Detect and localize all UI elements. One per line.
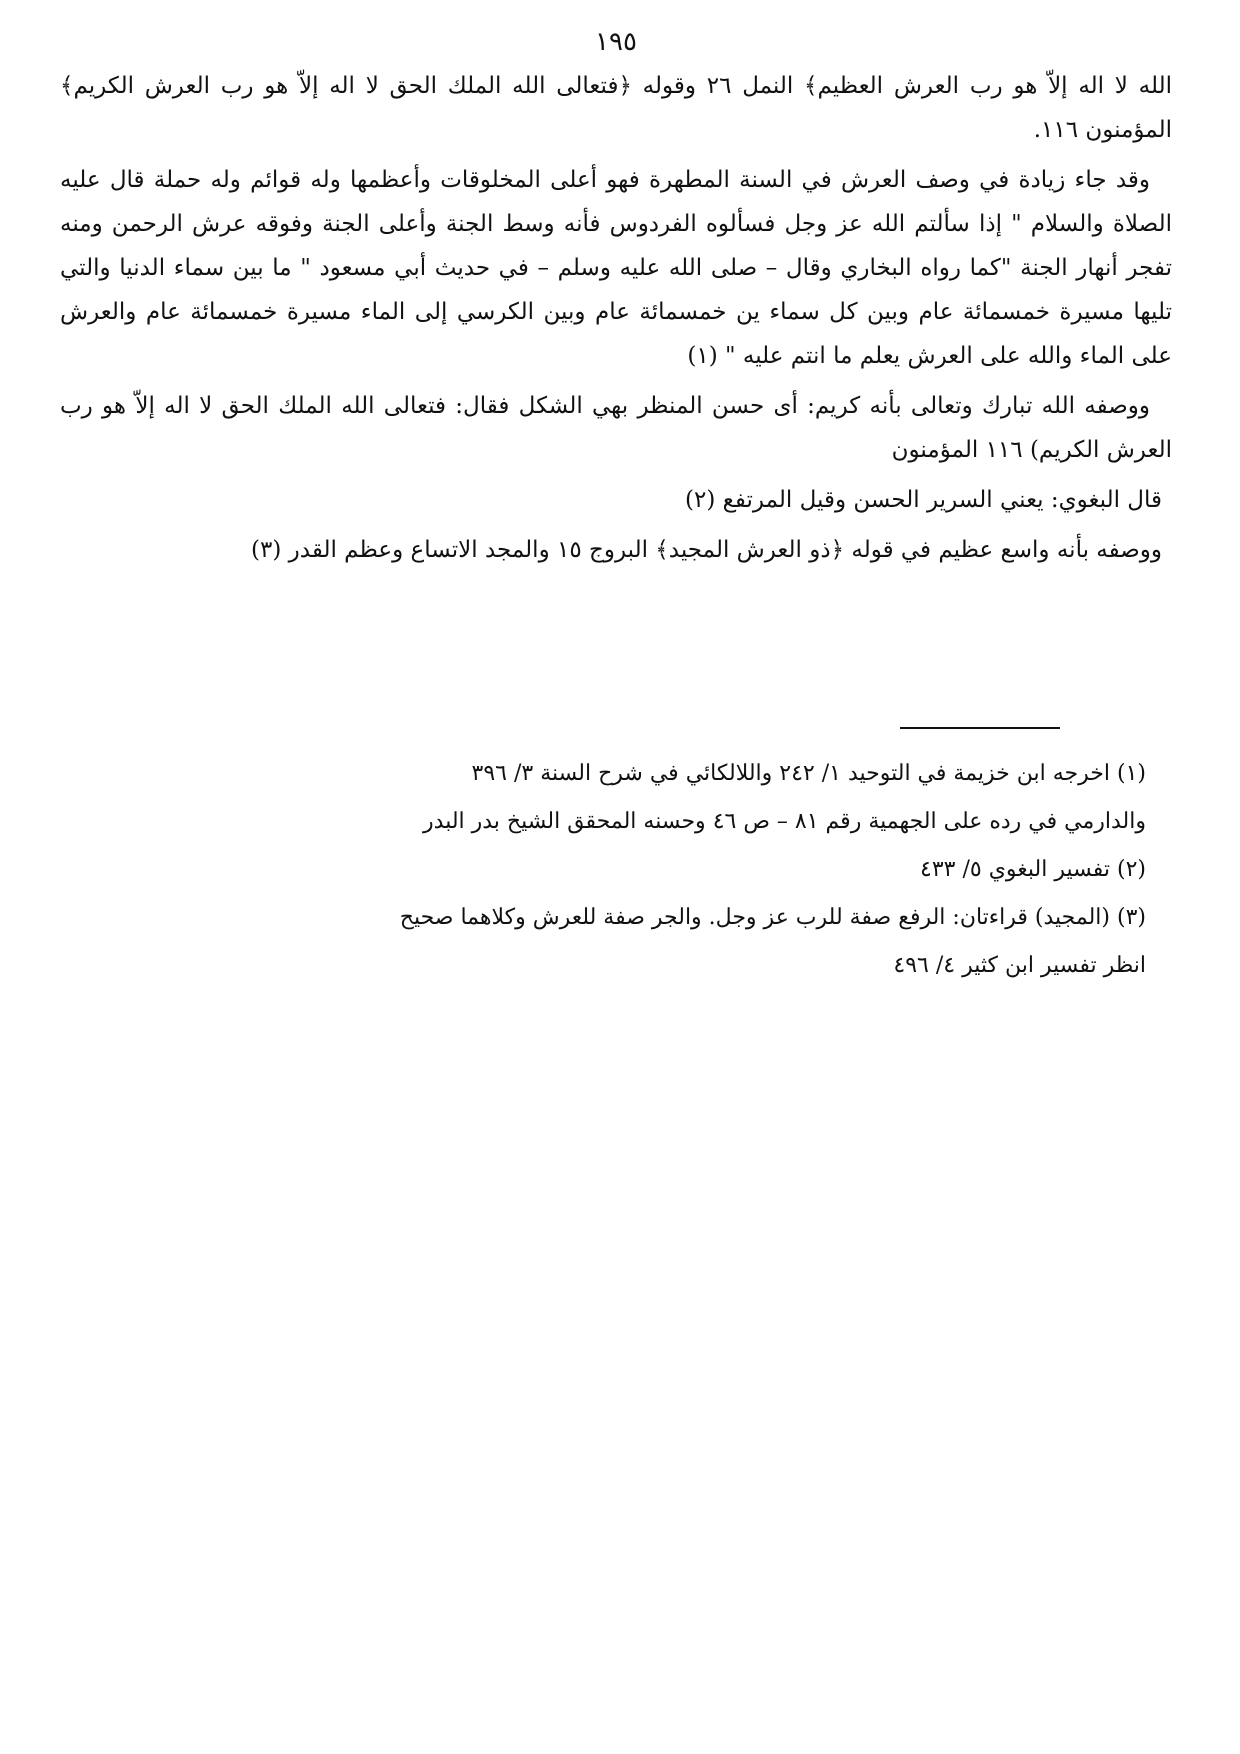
paragraph-baghawi: قال البغوي: يعني السرير الحسن وقيل المرتفع (٢) [685,487,1162,513]
page-number: ١٩٥ [595,27,637,57]
paragraph-noble-throne: ووصفه الله تبارك وتعالى بأنه كريم: أى حسن المنظر بهي الشكل فقال: فتعالى الله الملك الحق لا اله إلاّ هو رب العرش الكريم) ١١٦ المؤمنون [60,393,1172,463]
paragraph-throne-description: وقد جاء زيادة في وصف العرش في السنة المطهرة فهو أعلى المخلوقات وأعظمها وله قوائم وله حملة قال عليه الصلاة والسلام " إذا سألتم الله عز وجل فسألوه الفردوس فأنه وسط الجنة وأعلى الجنة وفوقه عرش الرحمن ومنه تفجر أنهار الجنة "كما رواه البخاري وقال – صلى الله عليه وسلم – في حديث أبي مسعود " ما بين سماء الدنيا والتي تليها مسيرة خمسمائة عام وبين كل سماء ين خمسمائة عام وبين الكرسي إلى الماء مسيرة خمسمائة عام والعرش على الماء والله على العرش يعلم ما انتم عليه " (١) [60,167,1172,369]
footnotes [300,750,1160,990]
paragraph-glorious-throne: ووصفه بأنه واسع عظيم في قوله ﴿ذو العرش المجيد﴾ البروج ١٥ والمجد الاتساع وعظم القدر (٣) [251,537,1162,563]
footnote-3-continuation: انظر تفسير ابن كثير ٤/ ٤٩٦ [893,953,1146,978]
footnote-2: (٢) تفسير البغوي ٥/ ٤٣٣ [920,857,1146,882]
footnote-divider [900,727,1060,729]
footnote-1-continuation: والدارمي في رده على الجهمية رقم ٨١ – ص ٤٦ وحسنه المحقق الشيخ بدر البدر [423,809,1146,834]
page-body [60,22,1172,578]
footnote-1: (١) اخرجه ابن خزيمة في التوحيد ١/ ٢٤٢ واللالكائي في شرح السنة ٣/ ٣٩٦ [471,761,1146,786]
paragraph-verse-continuation: الله لا اله إلاّ هو رب العرش العظيم﴾ النمل ٢٦ وقوله ﴿فتعالى الله الملك الحق لا اله إلاّ هو رب العرش الكريم﴾ المؤمنون ١١٦. [60,73,1172,143]
footnote-3: (٣) (المجيد) قراءتان: الرفع صفة للرب عز وجل. والجر صفة للعرش وكلاهما صحيح [399,905,1146,930]
